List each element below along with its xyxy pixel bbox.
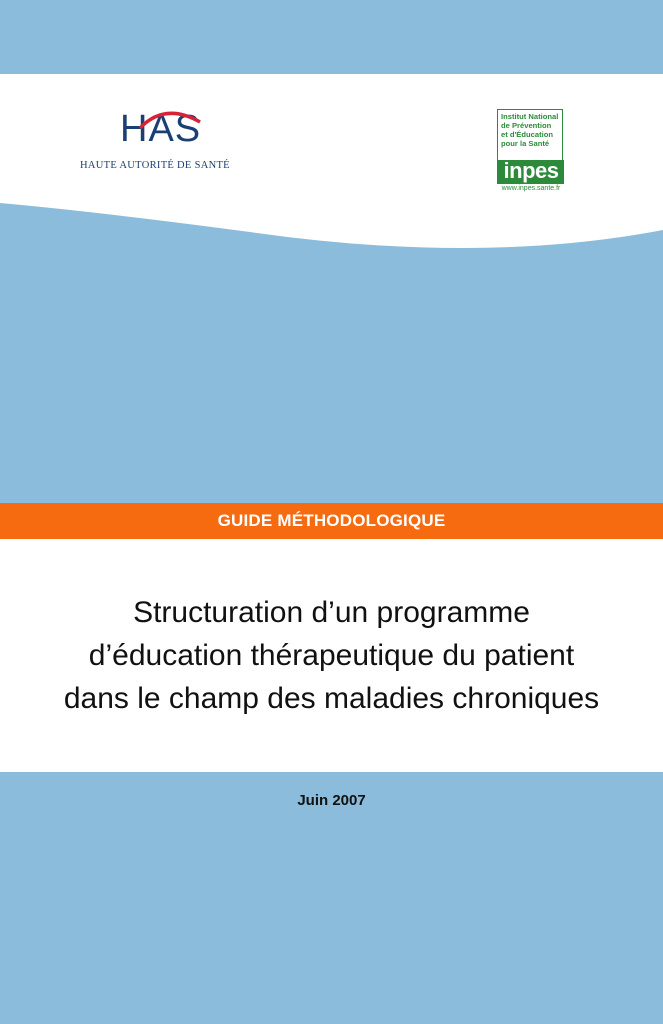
inpes-line: pour la Santé [501, 139, 550, 148]
has-logo [80, 108, 255, 178]
title-block [0, 539, 663, 772]
inpes-logo [496, 109, 566, 193]
guide-label: GUIDE MÉTHODOLOGIQUE [217, 511, 446, 530]
has-mark-icon [120, 108, 215, 148]
title-line: d’éducation thérapeutique du patient [88, 639, 575, 672]
title-line: dans le champ des maladies chroniques [63, 682, 600, 715]
publication-date: Juin 2007 [297, 792, 366, 809]
inpes-url: www.inpes.sante.fr [501, 185, 561, 192]
inpes-line: Institut National [501, 112, 559, 121]
title-line: Structuration d’un programme [133, 596, 530, 629]
inpes-institute-name [501, 112, 563, 148]
document-title [64, 591, 599, 720]
svg-text:HAS: HAS [120, 108, 202, 148]
inpes-line: et d'Éducation [501, 130, 554, 139]
inpes-line: de Prévention [501, 121, 552, 130]
guide-banner [0, 503, 663, 539]
has-subtitle: HAUTE AUTORITÉ DE SANTÉ [80, 160, 230, 171]
inpes-box [497, 109, 563, 184]
inpes-wordmark: inpes [498, 160, 564, 184]
